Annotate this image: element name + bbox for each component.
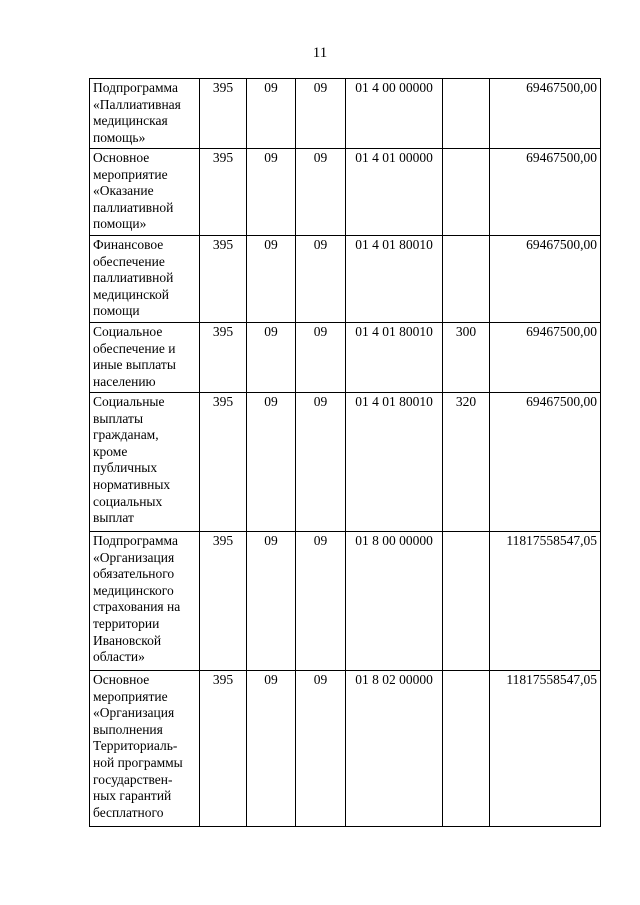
row-pr-cell: 09	[296, 671, 346, 827]
row-pr-cell: 09	[296, 532, 346, 671]
row-name-cell: Подпрограмма «Паллиативная медицинская помощь»	[90, 79, 200, 149]
row-vr-cell: 320	[443, 393, 490, 532]
row-name-cell: Социальное обеспечение и иные выплаты населению	[90, 323, 200, 393]
row-csr-cell: 01 4 01 80010	[346, 323, 443, 393]
row-ved-cell: 395	[200, 149, 247, 236]
page-number: 11	[312, 45, 328, 61]
row-csr-cell: 01 4 01 80010	[346, 236, 443, 323]
row-pr-cell: 09	[296, 79, 346, 149]
row-rz-cell: 09	[247, 149, 296, 236]
row-sum-cell: 69467500,00	[490, 79, 601, 149]
row-pr-cell: 09	[296, 149, 346, 236]
row-ved-cell: 395	[200, 79, 247, 149]
row-pr-cell: 09	[296, 323, 346, 393]
row-csr-cell: 01 8 02 00000	[346, 671, 443, 827]
row-csr-cell: 01 4 00 00000	[346, 79, 443, 149]
table-row	[90, 236, 601, 323]
row-vr-cell	[443, 79, 490, 149]
table-row	[90, 671, 601, 827]
row-pr-cell: 09	[296, 393, 346, 532]
row-vr-cell	[443, 532, 490, 671]
row-ved-cell: 395	[200, 323, 247, 393]
table-row	[90, 79, 601, 149]
row-pr-cell: 09	[296, 236, 346, 323]
row-vr-cell	[443, 671, 490, 827]
row-csr-cell: 01 8 00 00000	[346, 532, 443, 671]
row-rz-cell: 09	[247, 236, 296, 323]
row-rz-cell: 09	[247, 671, 296, 827]
row-name-cell: Основное мероприятие «Организация выполнения Территориаль- ной программы государствен- ных гарантий бесплатного	[90, 671, 200, 827]
table-row	[90, 393, 601, 532]
row-vr-cell	[443, 149, 490, 236]
table-row	[90, 323, 601, 393]
row-rz-cell: 09	[247, 79, 296, 149]
row-sum-cell: 69467500,00	[490, 149, 601, 236]
budget-table-body	[90, 79, 601, 827]
row-sum-cell: 69467500,00	[490, 393, 601, 532]
row-vr-cell	[443, 236, 490, 323]
row-name-cell: Финансовое обеспечение паллиативной медицинской помощи	[90, 236, 200, 323]
row-sum-cell: 11817558547,05	[490, 671, 601, 827]
row-name-cell: Подпрограмма «Организация обязательного медицинского страхования на территории Ивановской области»	[90, 532, 200, 671]
row-rz-cell: 09	[247, 532, 296, 671]
budget-table	[89, 78, 601, 827]
row-vr-cell: 300	[443, 323, 490, 393]
row-csr-cell: 01 4 01 80010	[346, 393, 443, 532]
row-rz-cell: 09	[247, 393, 296, 532]
row-rz-cell: 09	[247, 323, 296, 393]
row-name-cell: Социальные выплаты гражданам, кроме публичных нормативных социальных выплат	[90, 393, 200, 532]
row-sum-cell: 69467500,00	[490, 323, 601, 393]
row-ved-cell: 395	[200, 236, 247, 323]
table-row	[90, 149, 601, 236]
row-name-cell: Основное мероприятие «Оказание паллиативной помощи»	[90, 149, 200, 236]
row-ved-cell: 395	[200, 393, 247, 532]
table-row	[90, 532, 601, 671]
row-sum-cell: 11817558547,05	[490, 532, 601, 671]
row-ved-cell: 395	[200, 532, 247, 671]
row-sum-cell: 69467500,00	[490, 236, 601, 323]
row-ved-cell: 395	[200, 671, 247, 827]
row-csr-cell: 01 4 01 00000	[346, 149, 443, 236]
